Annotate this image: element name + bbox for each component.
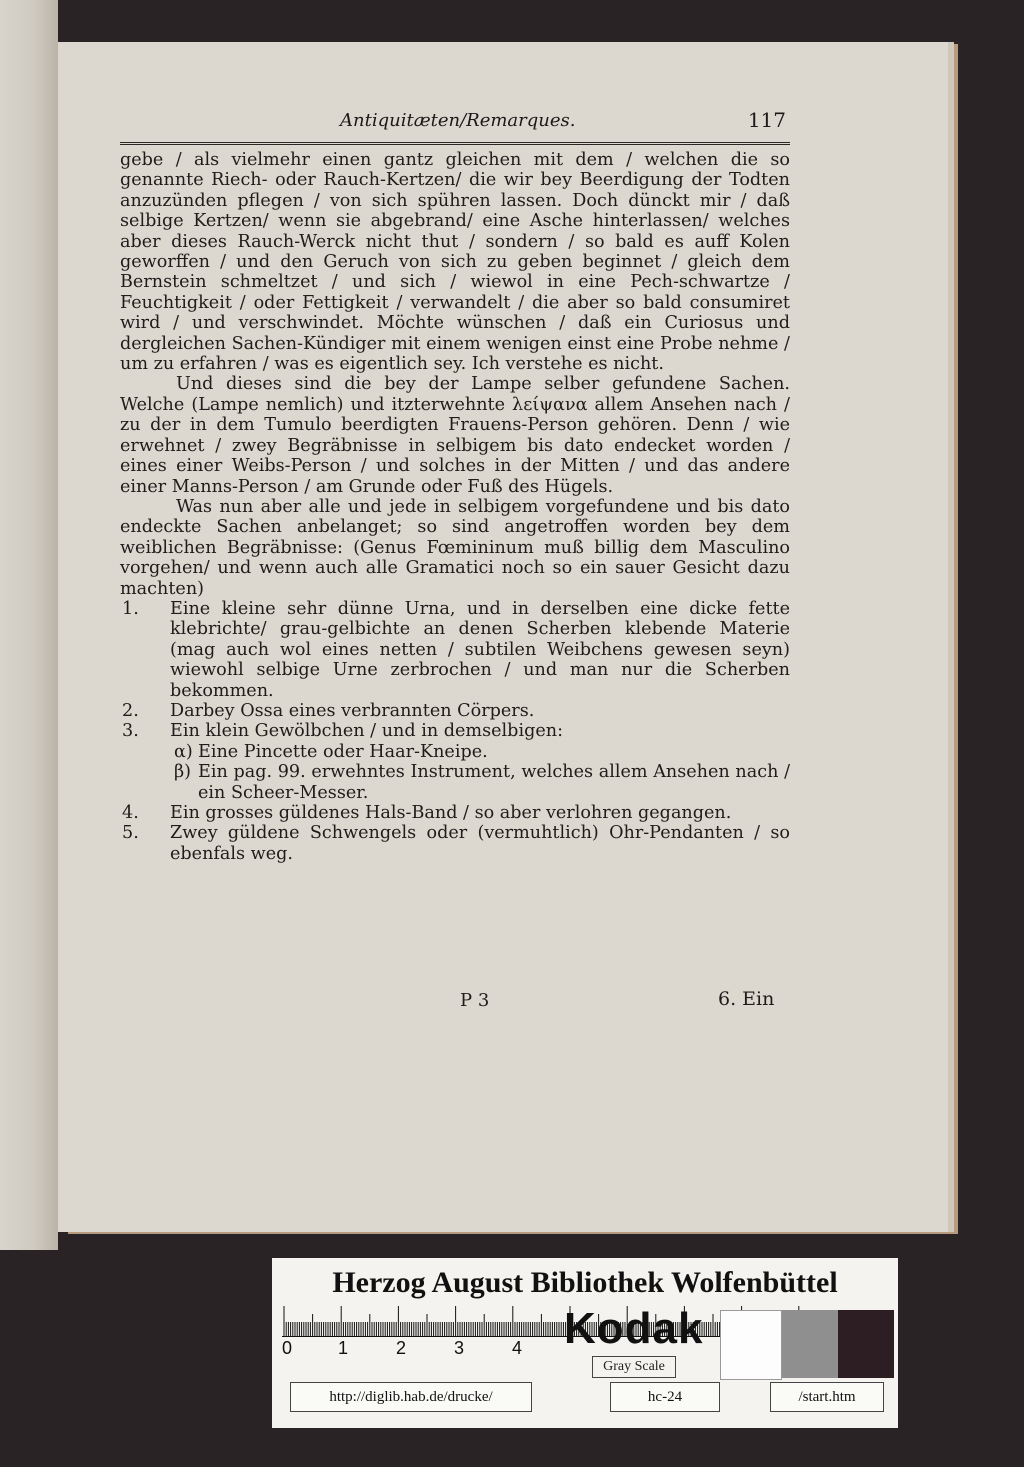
url-middle: hc-24	[610, 1382, 720, 1412]
finds-list-continued	[120, 803, 790, 864]
page-number: 117	[747, 108, 786, 132]
list-item	[120, 721, 790, 741]
finds-list	[120, 599, 790, 742]
ruler-number: 4	[512, 1338, 523, 1358]
url-left: http://diglib.hab.de/drucke/	[290, 1382, 532, 1412]
sublist-item	[120, 762, 790, 803]
sublist-text: Eine Pincette oder Haar-Kneipe.	[198, 741, 488, 762]
list-text: Eine kleine sehr dünne Urna, und in derselben eine dicke fette klebrichte/ grau-gelbichte an denen Scherben klebende Materie (mag auch wol eines netten / subtilen Weibchens gewesen seyn) wiewohl selbige Urne zerbrochen / und man nur die Scherben bekommen.	[170, 598, 790, 701]
ruler-number: 3	[454, 1338, 465, 1358]
ruler-number: 2	[396, 1338, 407, 1358]
list-item	[120, 701, 790, 721]
list-number: 3.	[122, 721, 139, 742]
paragraph-3: Was nun aber alle und jede in selbigem vorgefundene und bis dato endeckte Sachen anbelanget; so sind angetroffen worden bey dem weiblichen Begräbnisse: (Genus Fœmininum muß billig dem Masculino vorgehen/ und wenn auch alle Gramatici noch so ein sauer Gesicht dazu machten)	[120, 496, 790, 599]
running-title: Antiquitæten/Remarques.	[340, 110, 576, 131]
signature-mark: P 3	[460, 990, 490, 1011]
paragraph-2: Und dieses sind die bey der Lampe selber gefundene Sachen. Welche (Lampe nemlich) und itzterwehnte λείψανα allem Ansehen nach / zu der in dem Tumulo beerdigten Frauens-Person gehören. Denn / wie erwehnet / zwey Begräbnisse in selbigem bis dato endecket worden / eines einer Weibs-Person / und solches in der Mitten / und das andere einer Manns-Person / am Grunde oder Fuß des Hügels.	[120, 374, 790, 497]
url-right: /start.htm	[770, 1382, 884, 1412]
library-target-card	[272, 1258, 898, 1428]
list-number: 2.	[122, 700, 139, 721]
kodak-logo: Kodak	[564, 1304, 704, 1353]
adjacent-page-edge	[0, 0, 58, 1250]
list-text: Zwey güldene Schwengels oder (vermuhtlich) Ohr-Pendanten / so ebenfals weg.	[170, 823, 790, 864]
sublist-text: Ein pag. 99. erwehntes Instrument, welches allem Ansehen nach / ein Scheer-Messer.	[198, 762, 790, 803]
list-number: 4.	[122, 803, 139, 823]
list-number: 5.	[122, 823, 139, 844]
body-text	[120, 150, 790, 864]
library-title: Herzog August Bibliothek Wolfenbüttel	[332, 1266, 838, 1299]
list-text: Darbey Ossa eines verbrannten Cörpers.	[170, 700, 535, 721]
white-swatch	[720, 1310, 782, 1380]
list-number: 1.	[122, 598, 139, 619]
gray-swatch	[782, 1310, 838, 1378]
ruler-number: 1	[338, 1338, 349, 1358]
catchword: 6. Ein	[718, 988, 775, 1010]
header-rule	[120, 142, 790, 145]
list-item	[120, 823, 790, 864]
black-swatch	[838, 1310, 894, 1378]
sublist-number: β)	[174, 762, 192, 783]
list-item	[120, 599, 790, 701]
list-item	[120, 803, 790, 823]
list-text: Ein grosses güldenes Hals-Band / so aber verlohren gegangen.	[170, 803, 732, 823]
page-header	[120, 108, 790, 148]
list-text: Ein klein Gewölbchen / und in demselbigen:	[170, 721, 564, 742]
gray-scale-label: Gray Scale	[592, 1356, 676, 1378]
paragraph-1: gebe / als vielmehr einen gantz gleichen mit dem / welchen die so genannte Riech- oder Rauch-Kertzen/ die wir bey Beerdigung der Todten anzuzünden pflegen / von sich spühren lassen. Doch dünckt mir / daß selbige Kertzen/ wenn sie abgebrand/ eine Asche hinterlassen/ welches aber dieses Rauch-Werck nicht thut / sondern / so bald es auff Kolen geworffen / und den Geruch von sich zu geben beginnet / gleich dem Bernstein schmeltzet / und sich / wiewol in eine Pech-schwartze / Feuchtigkeit / oder Fettigkeit / verwandelt / die aber so bald consumiret wird / und verschwindet. Möchte wünschen / daß ein Curiosus und dergleichen Sachen-Kündiger mit einem wenigen einst eine Probe nehme / um zu erfahren / was es eigentlich sey. Ich verstehe es nicht.	[120, 150, 790, 375]
ruler-number: 0	[282, 1338, 293, 1358]
sublist-number: α)	[174, 741, 193, 762]
finds-sublist	[120, 742, 790, 803]
sublist-item	[120, 742, 790, 762]
